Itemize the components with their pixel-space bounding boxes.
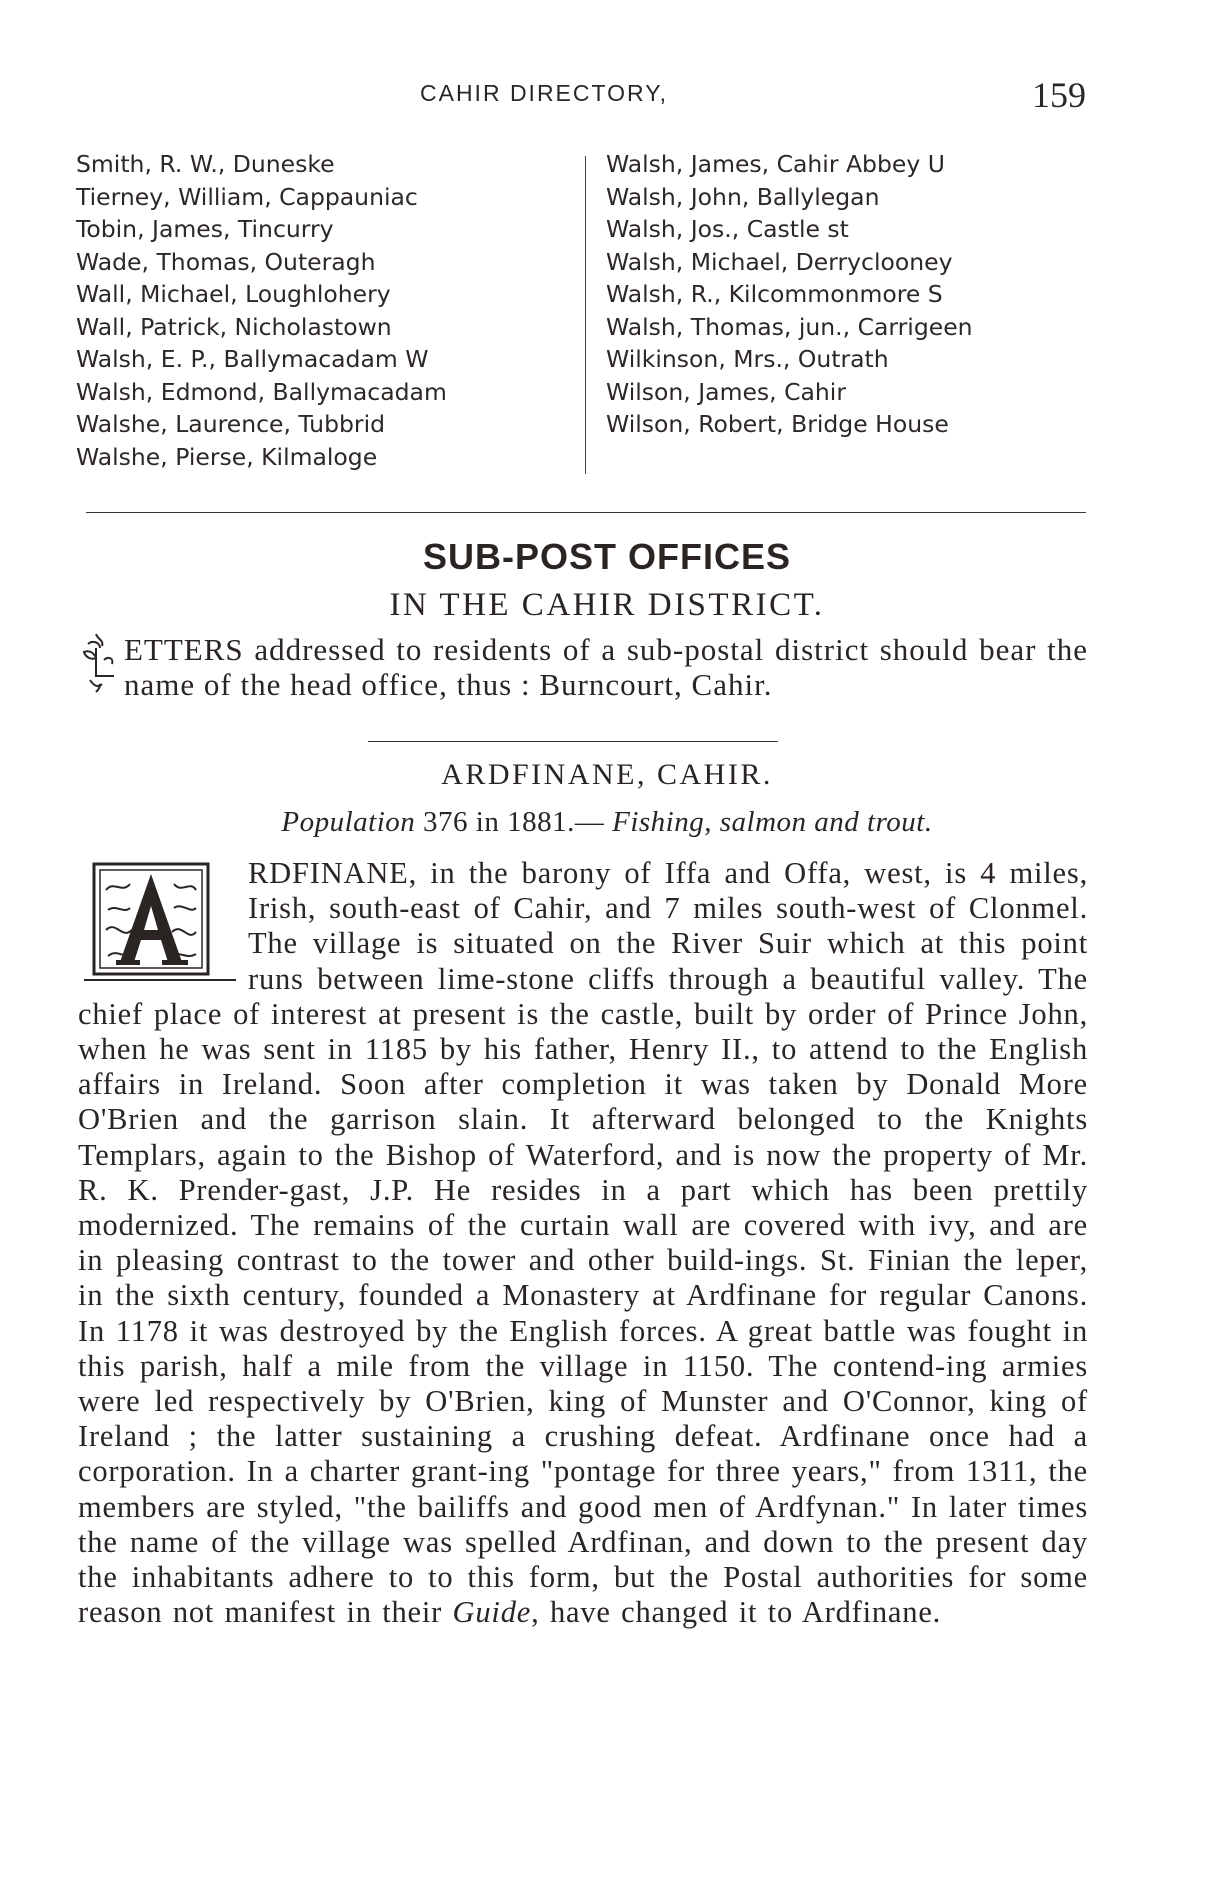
notice-text: ETTERS addressed to residents of a sub-postal district should bear the name of the head office, thus : Burncourt, Cahir.: [124, 632, 1088, 702]
population-label: Population: [281, 806, 416, 838]
list-item: Wade, Thomas, Outeragh: [76, 247, 376, 276]
running-head: [0, 75, 1214, 118]
list-item: Wilkinson, Mrs., Outrath: [606, 345, 889, 373]
ornamental-initial-a-icon: [78, 860, 238, 988]
list-item: Walshe, Laurence, Tubbrid: [76, 410, 386, 438]
list-item: Walsh, Thomas, jun., Carrigeen: [606, 312, 973, 341]
running-title: CAHIR DIRECTORY,: [420, 80, 668, 106]
list-item: Walsh, Michael, Derryclooney: [606, 247, 953, 276]
list-item: Tobin, James, Tincurry: [76, 215, 334, 243]
description-text: RDFINANE, in the barony of Iffa and Offa, west, is 4 miles, Irish, south-east of Cahir, and 7 miles south-west of Clonmel. The village is situated on the River Suir which at this point runs between lime-stone cliffs through a beautiful valley. The chief place of interest at present is the castle, built by order of Prince John, when he was sent in 1185 by his father, Henry II., to attend to the English affairs in Ireland. Soon after completion it was taken by Donald More O'Brien and the garrison slain. It afterward belonged to the Knights Templars, again to the Bishop of Waterford, and is now the property of Mr. R. K. Prender-gast, J.P. He resides in a part which has been prettily modernized. The remains of the curtain wall are covered with ivy, and are in pleasing contrast to the tower and other build-ings. St. Finian the leper, in the sixth century, founded a Monastery at Ardfinane for regular Canons. In 1178 it was destroyed by the English forces. A great battle was fought in this parish, half a mile from the village in 1150. The contend-ing armies were led respectively by O'Brien, king of Munster and O'Connor, king of Ireland ; the latter sustaining a crushing defeat. Ardfinane once had a corporation. In a charter grant-ing "pontage for three years," from 1311, the members are styled, "the bailiffs and good men of Ardfynan." In later times the name of the village was spelled Ardfinan, and down to the present day the inhabitants adhere to to this form, but the Postal authorities for some reason not manifest in their: [78, 856, 1088, 1630]
population-line: [0, 806, 1214, 839]
list-item: Walsh, John, Ballylegan: [606, 182, 880, 211]
list-item: Walsh, Edmond, Ballymacadam: [76, 377, 447, 406]
list-item: Walshe, Pierse, Kilmaloge: [76, 442, 378, 471]
postal-notice: [78, 632, 1088, 702]
page-number: 159: [1032, 75, 1086, 115]
list-item: Wilson, James, Cahir: [606, 377, 846, 406]
place-heading: ARDFINANE, CAHIR.: [441, 758, 773, 791]
resident-listing: [76, 148, 1076, 488]
list-item: Tierney, William, Cappauniac: [76, 182, 418, 211]
population-note: Fishing, salmon and trout.: [612, 806, 933, 838]
section-subtitle: IN THE CAHIR DISTRICT.: [389, 587, 825, 623]
guide-title: Guide: [452, 1595, 532, 1630]
list-item: Walsh, James, Cahir Abbey U: [606, 150, 945, 178]
list-item: Wall, Patrick, Nicholastown: [76, 312, 392, 341]
list-item: Wilson, Robert, Bridge House: [606, 410, 949, 438]
population-value: 376 in 1881.—: [423, 806, 605, 838]
column-divider: [585, 156, 586, 474]
list-item: Smith, R. W., Duneske: [76, 150, 335, 178]
ardfinane-description: [78, 856, 1088, 1630]
list-item: Wall, Michael, Loughlohery: [76, 280, 391, 308]
list-item: Walsh, Jos., Castle st: [606, 215, 849, 243]
description-ending: , have changed it to Ardfinane.: [531, 1595, 942, 1630]
list-item: Walsh, E. P., Ballymacadam W: [76, 345, 429, 373]
ornamental-initial-l-icon: [78, 630, 122, 694]
list-item: Walsh, R., Kilcommonmore S: [606, 280, 943, 308]
short-divider: [368, 741, 778, 742]
listing-column-left: [76, 148, 576, 473]
listing-column-right: [606, 148, 1086, 441]
section-divider: [86, 512, 1086, 513]
section-title: SUB-POST OFFICES: [422, 536, 792, 577]
